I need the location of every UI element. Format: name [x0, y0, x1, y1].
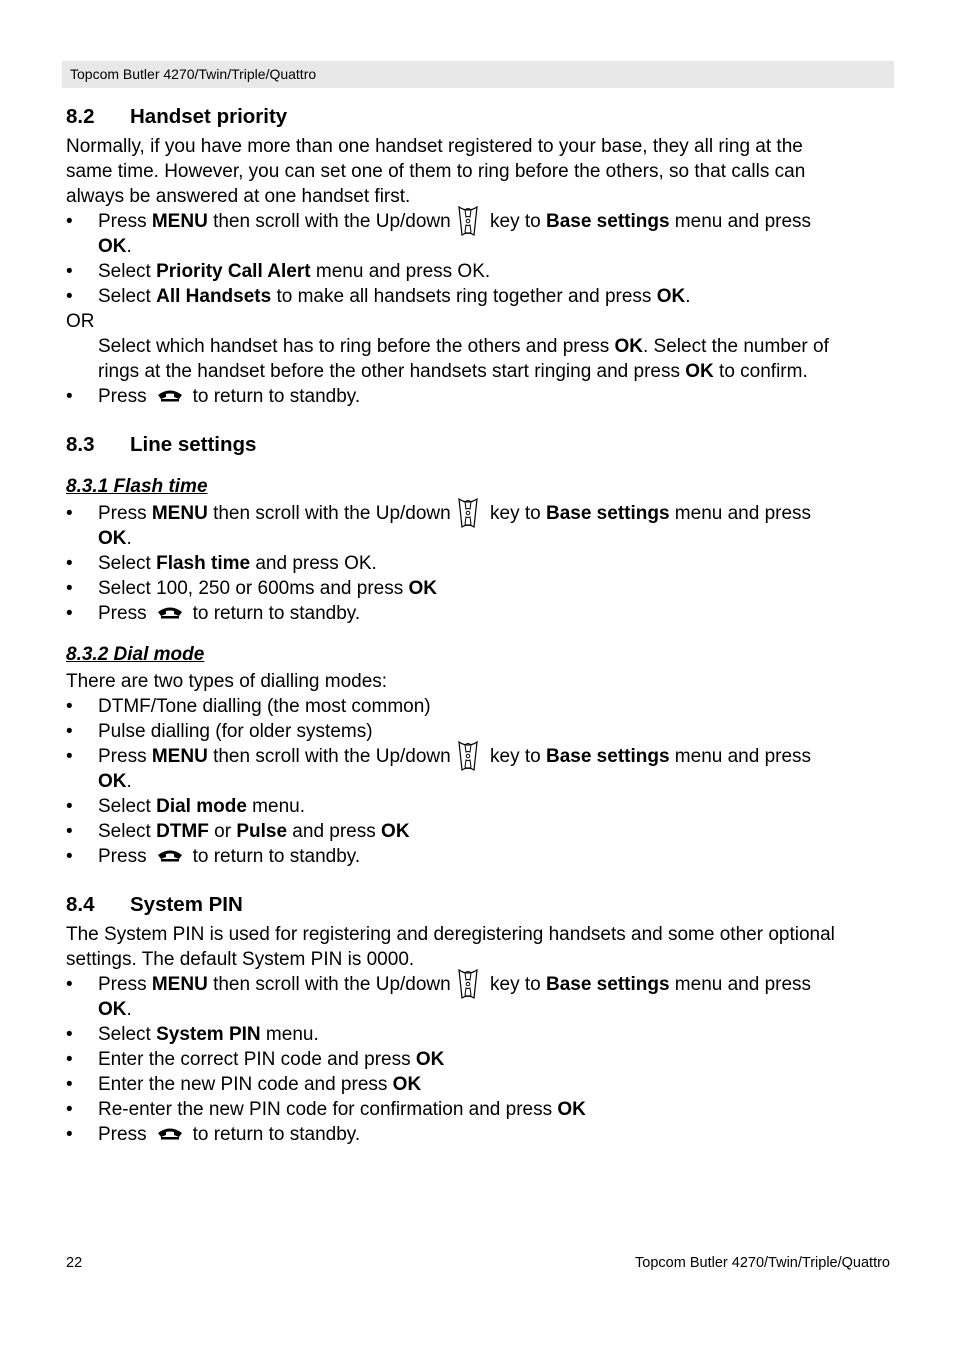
- end-call-icon: [157, 848, 183, 862]
- footer-title: Topcom Butler 4270/Twin/Triple/Quattro: [635, 1255, 890, 1271]
- list-item: • Select System PIN menu.: [66, 1024, 319, 1045]
- list-item: • Press MENU then scroll with the Up/down key to Base settings menu and press OK.: [66, 209, 892, 259]
- list-item: • Press to return to standby.: [66, 386, 361, 407]
- header-title: Topcom Butler 4270/Twin/Triple/Quattro: [70, 66, 317, 82]
- up-down-key-icon: [455, 204, 481, 238]
- list-item: • Select 100, 250 or 600ms and press OK: [66, 578, 438, 599]
- section-8-3-heading: 8.3 Line settings: [66, 433, 257, 456]
- or-separator: OR: [66, 311, 95, 332]
- up-down-key-icon: [455, 496, 481, 530]
- page-content: [66, 104, 892, 1147]
- list-item: • Select DTMF or Pulse and press OK: [66, 821, 410, 842]
- section-8-4-heading: 8.4 System PIN: [66, 893, 243, 916]
- list-item: • DTMF/Tone dialling (the most common): [66, 696, 431, 717]
- paragraph-line: settings. The default System PIN is 0000.: [66, 949, 415, 970]
- subsection-8-3-1-heading: 8.3.1 Flash time: [66, 476, 208, 497]
- subsection-8-3-2-heading: 8.3.2 Dial mode: [66, 644, 205, 665]
- up-down-key-icon: [455, 739, 481, 773]
- section-8-2-heading: 8.2 Handset priority: [66, 105, 288, 128]
- end-call-icon: [157, 388, 183, 402]
- list-item: • Press MENU then scroll with the Up/down key to Base settings menu and press OK.: [66, 972, 892, 1022]
- running-header: [62, 61, 894, 88]
- list-item: • Enter the new PIN code and press OK: [66, 1074, 422, 1095]
- list-item: • Select All Handsets to make all handsets ring together and press OK.: [66, 286, 691, 307]
- end-call-icon: [157, 1126, 183, 1140]
- list-item: • Enter the correct PIN code and press OK: [66, 1049, 445, 1070]
- list-item: • Press MENU then scroll with the Up/down key to Base settings menu and press OK.: [66, 501, 892, 551]
- paragraph-line: There are two types of dialling modes:: [66, 671, 388, 692]
- paragraph-line: The System PIN is used for registering and deregistering handsets and some other optional: [66, 924, 835, 945]
- list-item: • Press to return to standby.: [66, 846, 361, 867]
- list-item: • Select Flash time and press OK.: [66, 553, 377, 574]
- list-item: • Select Dial mode menu.: [66, 796, 305, 817]
- end-call-icon: [157, 605, 183, 619]
- list-item: • Pulse dialling (for older systems): [66, 721, 373, 742]
- paragraph-line: Normally, if you have more than one handset registered to your base, they all ring at the: [66, 136, 803, 157]
- list-item: • Press MENU then scroll with the Up/down key to Base settings menu and press OK.: [66, 744, 892, 794]
- list-item: • Press to return to standby.: [66, 1124, 361, 1145]
- page-number: 22: [66, 1255, 83, 1271]
- up-down-key-icon: [455, 967, 481, 1001]
- list-item: • Select Priority Call Alert menu and press OK.: [66, 261, 491, 282]
- alternative-text: Select which handset has to ring before the others and press OK. Select the number of rings at the handset before the other handsets start ringing and press OK to confirm.: [98, 336, 829, 382]
- paragraph-line: always be answered at one handset first.: [66, 186, 411, 207]
- list-item: • Press to return to standby.: [66, 603, 361, 624]
- list-item: • Re-enter the new PIN code for confirmation and press OK: [66, 1099, 586, 1120]
- paragraph-line: same time. However, you can set one of them to ring before the others, so that calls can: [66, 161, 806, 182]
